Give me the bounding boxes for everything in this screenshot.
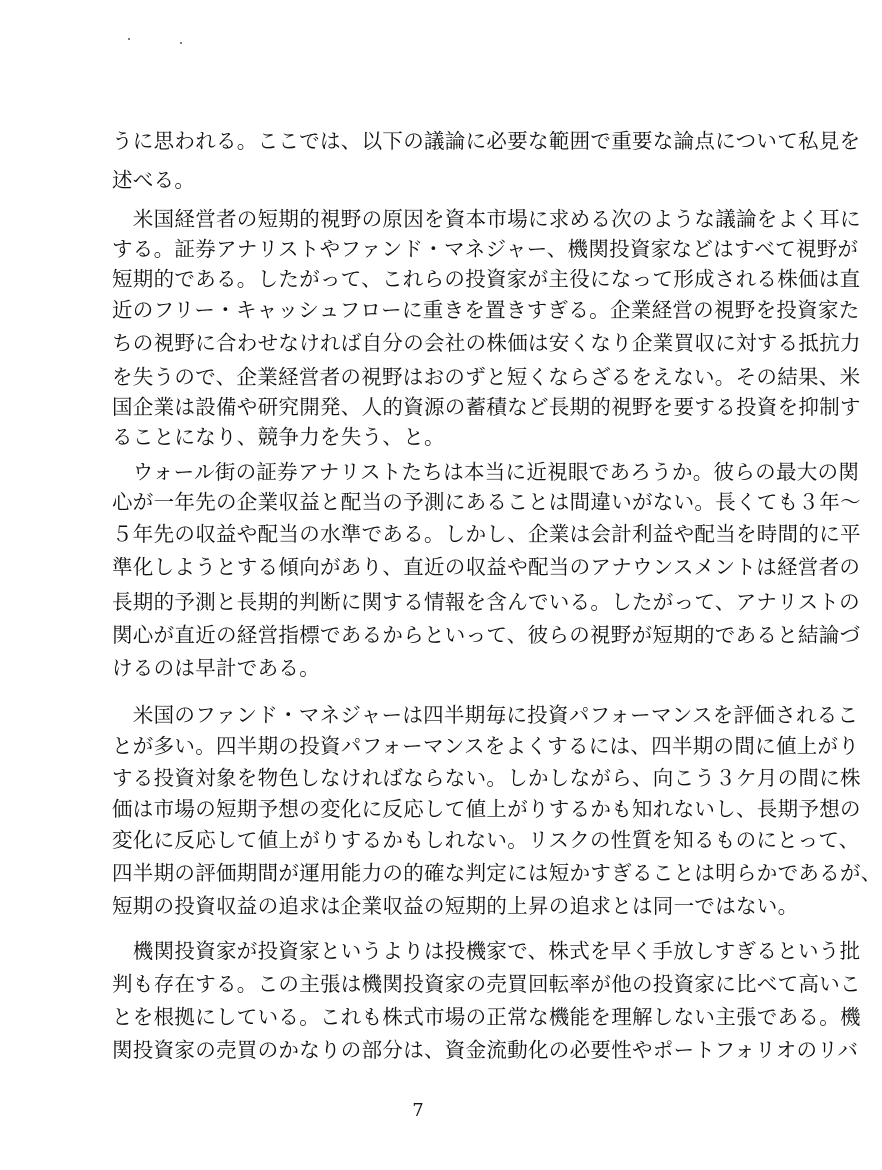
body-text-line: 価は市場の短期予想の変化に反応して値上がりするかも知れないし、長期予想の	[112, 797, 861, 821]
body-text-line: 近のフリー・キャッシュフローに重きを置きすぎる。企業経営の視野を投資家た	[112, 298, 860, 322]
body-text-line: 長期的予測と長期的判断に関する情報を含んでいる。したがって、アナリストの	[112, 590, 860, 614]
body-text-line: 米国のファンド・マネジャーは四半期毎に投資パフォーマンスを評価されるこ	[112, 703, 859, 727]
body-text-line: 変化に反応して値上がりするかもしれない。リスクの性質を知るものにとって、	[112, 828, 860, 852]
body-text-line: ちの視野に合わせなければ自分の会社の株価は安くなり企業買収に対する抵抗力	[112, 331, 861, 355]
body-text-line: うに思われる。ここでは、以下の議論に必要な範囲で重要な論点について私見を	[112, 129, 861, 153]
body-text-line: ５年先の収益や配当の水準である。しかし、企業は会計利益や配当を時間的に平	[112, 522, 861, 546]
body-text-line: 判も存在する。この主張は機関投資家の売買回転率が他の投資家に比べて高いこ	[112, 972, 861, 996]
body-text-line: 国企業は設備や研究開発、人的資源の蓄積など長期的視野を要する投資を抑制す	[112, 395, 861, 419]
body-text-line: とを根拠にしている。これも株式市場の正常な機能を理解しない主張である。機	[112, 1005, 861, 1029]
body-text-line: ることになり、競争力を失う、と。	[112, 425, 445, 449]
body-text-line: 述べる。	[112, 168, 196, 192]
body-text-line: 短期の投資収益の追求は企業収益の短期的上昇の追求とは同一ではない。	[112, 894, 799, 918]
page-number: 7	[412, 1100, 424, 1121]
body-text-line: けるのは早計である。	[112, 656, 320, 680]
body-text-line: 四半期の評価期間が運用能力の的確な判定には短かすぎることは明らかであるが、	[112, 861, 882, 885]
body-text-line: を失うので、企業経営者の視野はおのずと短くならざるをえない。その結果、米	[112, 365, 861, 389]
body-text-line: とが多い。四半期の投資パフォーマンスをよくするには、四半期の間に値上がり	[112, 734, 860, 758]
body-text-line: ウォール街の証券アナリストたちは本当に近視眼であろうか。彼らの最大の関	[112, 460, 860, 484]
body-text-line: 関投資家の売買のかなりの部分は、資金流動化の必要性やポートフォリオのリバ	[112, 1038, 859, 1062]
scan-speck	[180, 42, 182, 44]
body-text-line: 心が一年先の企業収益と配当の予測にあることは間違いがない。長くても３年〜	[112, 490, 861, 514]
body-text-line: 米国経営者の短期的視野の原因を資本市場に求める次のような議論をよく耳に	[112, 207, 861, 231]
body-text-line: 準化しようとする傾向があり、直近の収益や配当のアナウンスメントは経営者の	[112, 555, 861, 579]
body-text-line: 機関投資家が投資家というよりは投機家で、株式を早く手放しすぎるという批	[112, 939, 861, 963]
body-text-line: する。証券アナリストやファンド・マネジャー、機関投資家などはすべて視野が	[112, 237, 859, 261]
body-text-line: 短期的である。したがって、これらの投資家が主役になって形成される株価は直	[112, 267, 861, 291]
body-text-line: する投資対象を物色しなければならない。しかしながら、向こう３ケ月の間に株	[112, 766, 861, 790]
scan-speck	[128, 38, 130, 40]
body-text-line: 関心が直近の経営指標であるからといって、彼らの視野が短期的であると結論づ	[112, 623, 861, 647]
